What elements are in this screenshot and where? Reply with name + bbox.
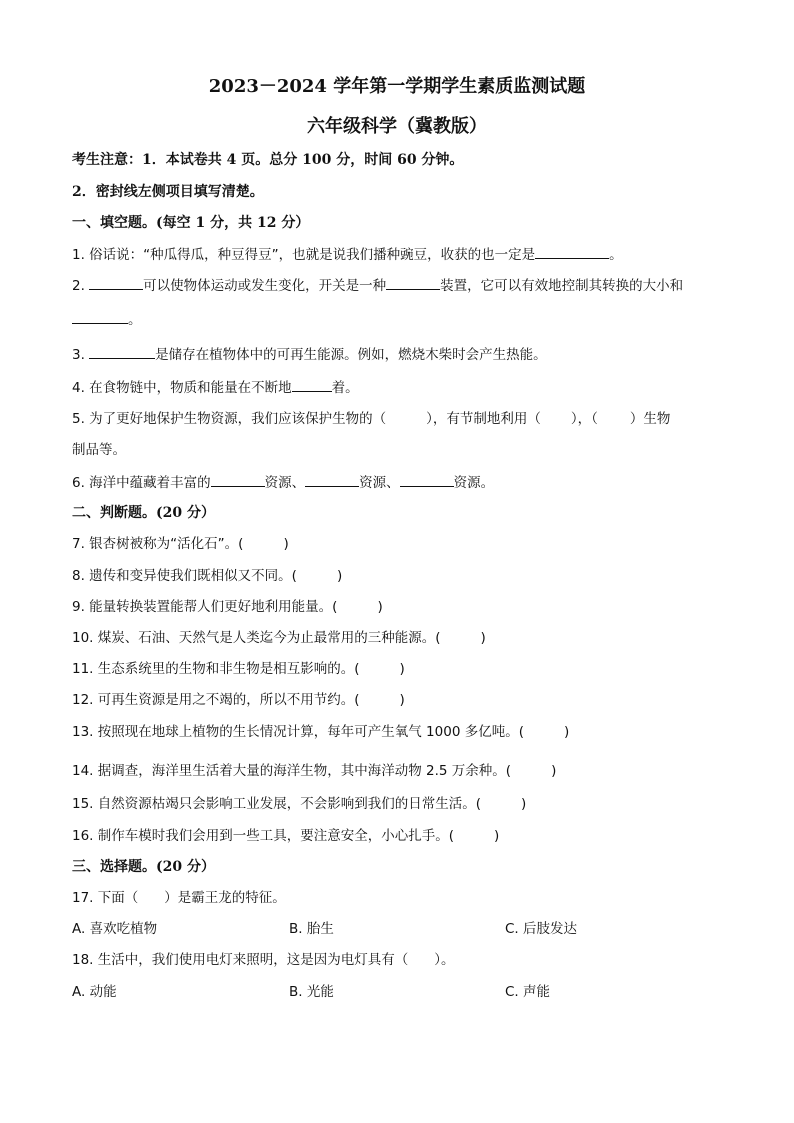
close-paren: ) (480, 630, 486, 646)
option-17-c[interactable]: C. 后肢发达 (505, 921, 578, 937)
question-3-text: 是储存在植物体中的可再生能源。例如，燃烧木柴时会产生热能。 (155, 347, 547, 363)
judge-question (72, 659, 405, 679)
question-17-text-a: 17. 下面（ (72, 890, 139, 906)
question-2-number: 2. (72, 278, 90, 294)
question-18-text-b: ）。 (434, 952, 455, 968)
judge-question-text: 15. 自然资源枯竭只会影响工业发展，不会影响到我们的日常生活。( (72, 796, 482, 812)
judge-question (72, 794, 526, 814)
judge-question (72, 534, 289, 554)
judge-question-text: 12. 可再生资源是用之不竭的，所以不用节约。( (72, 692, 360, 708)
question-2 (72, 275, 683, 296)
question-3 (72, 344, 547, 365)
judge-question-text: 9. 能量转换装置能帮人们更好地利用能量。( (72, 599, 338, 615)
question-17-text-b: ）是霸王龙的特征。 (164, 890, 286, 906)
judge-question-text: 7. 银杏树被称为“活化石”。( (72, 536, 244, 552)
close-paren: ) (283, 536, 289, 552)
question-2-end: 。 (128, 312, 142, 328)
question-6 (72, 472, 494, 493)
question-18 (72, 950, 455, 970)
question-4-end: 着。 (331, 380, 359, 396)
notice-line-2: 2．密封线左侧项目填写清楚。 (72, 184, 264, 200)
question-5 (72, 409, 670, 429)
option-18-b[interactable]: B. 光能 (289, 984, 334, 1000)
exam-subtitle: 六年级科学（冀教版） (307, 116, 487, 137)
notice-line-1: 考生注意：1．本试卷共 4 页。总分 100 分，时间 60 分钟。 (72, 152, 464, 168)
question-6-text-c: 资源、 (359, 475, 400, 491)
judge-question (72, 761, 556, 781)
option-18-c[interactable]: C. 声能 (505, 984, 551, 1000)
question-5-text-c: ），（ (570, 411, 598, 427)
judge-question-text: 14. 据调查，海洋里生活着大量的海洋生物，其中海洋动物 2.5 万余种。( (72, 763, 512, 779)
answer-blank[interactable] (72, 309, 128, 324)
judge-question-text: 8. 遗传和变异使我们既相似又不同。( (72, 568, 297, 584)
option-18-a[interactable]: A. 动能 (72, 984, 117, 1000)
question-5-text-b: ），有节制地利用（ (426, 411, 541, 427)
question-1-end: 。 (609, 247, 623, 263)
question-4-text: 4. 在食物链中，物质和能量在不断地 (72, 380, 292, 396)
question-6-text-b: 资源、 (264, 475, 306, 491)
exam-title: 2023－2024 学年第一学期学生素质监测试题 (208, 76, 586, 97)
answer-blank[interactable] (305, 472, 359, 487)
close-paren: ) (521, 796, 527, 812)
option-17-a[interactable]: A. 喜欢吃植物 (72, 921, 158, 937)
judge-question-text: 11. 生态系统里的生物和非生物是相互影响的。( (72, 661, 360, 677)
close-paren: ) (399, 661, 405, 677)
close-paren: ) (563, 724, 570, 740)
question-5-continued: 制品等。 (72, 442, 126, 458)
answer-blank[interactable] (400, 472, 454, 487)
answer-blank[interactable] (89, 275, 143, 290)
close-paren: ) (551, 763, 557, 779)
question-5-text-d: ）生物 (629, 411, 671, 427)
question-1 (72, 244, 623, 265)
close-paren: ) (336, 568, 343, 584)
judge-question (72, 722, 569, 742)
question-6-text-d: 资源。 (453, 475, 495, 491)
question-2-continued (72, 309, 142, 330)
judge-question (72, 628, 486, 648)
judge-question-text: 10. 煤炭、石油、天然气是人类迄今为止最常用的三种能源。( (72, 630, 441, 646)
judge-question (72, 690, 405, 710)
judge-question (72, 826, 499, 846)
section-choice-heading: 三、选择题。(20 分） (72, 859, 215, 875)
answer-blank[interactable] (386, 275, 440, 290)
answer-blank[interactable] (211, 472, 265, 487)
question-1-text: 1. 俗话说：“种瓜得瓜，种豆得豆”，也就是说我们播种豌豆，收获的也一定是 (72, 247, 536, 263)
question-3-number: 3. (72, 347, 90, 363)
judge-question (72, 597, 383, 617)
question-18-text-a: 18. 生活中，我们使用电灯来照明，这是因为电灯具有（ (72, 952, 409, 968)
question-17 (72, 888, 286, 908)
question-5-text-a: 5. 为了更好地保护生物资源，我们应该保护生物的（ (72, 411, 387, 427)
answer-blank[interactable] (535, 244, 609, 259)
section-fill-heading: 一、填空题。(每空 1 分，共 12 分） (72, 215, 310, 231)
judge-question (72, 566, 342, 586)
option-17-b[interactable]: B. 胎生 (289, 921, 334, 937)
close-paren: ) (399, 692, 405, 708)
close-paren: ) (494, 828, 500, 844)
question-2-text-b: 装置，它可以有效地控制其转换的大小和 (440, 278, 684, 294)
answer-blank[interactable] (292, 377, 332, 392)
question-6-text-a: 6. 海洋中蕴藏着丰富的 (72, 475, 211, 491)
judge-question-text: 13. 按照现在地球上植物的生长情况计算，每年可产生氧气 1000 多亿吨。( (72, 724, 524, 740)
question-4 (72, 377, 359, 398)
answer-blank[interactable] (89, 344, 155, 359)
section-judge-heading: 二、判断题。(20 分） (72, 505, 215, 521)
close-paren: ) (377, 599, 383, 615)
judge-question-text: 16. 制作车模时我们会用到一些工具，要注意安全，小心扎手。( (72, 828, 455, 844)
question-2-text-a: 可以使物体运动或发生变化，开关是一种 (143, 278, 387, 294)
